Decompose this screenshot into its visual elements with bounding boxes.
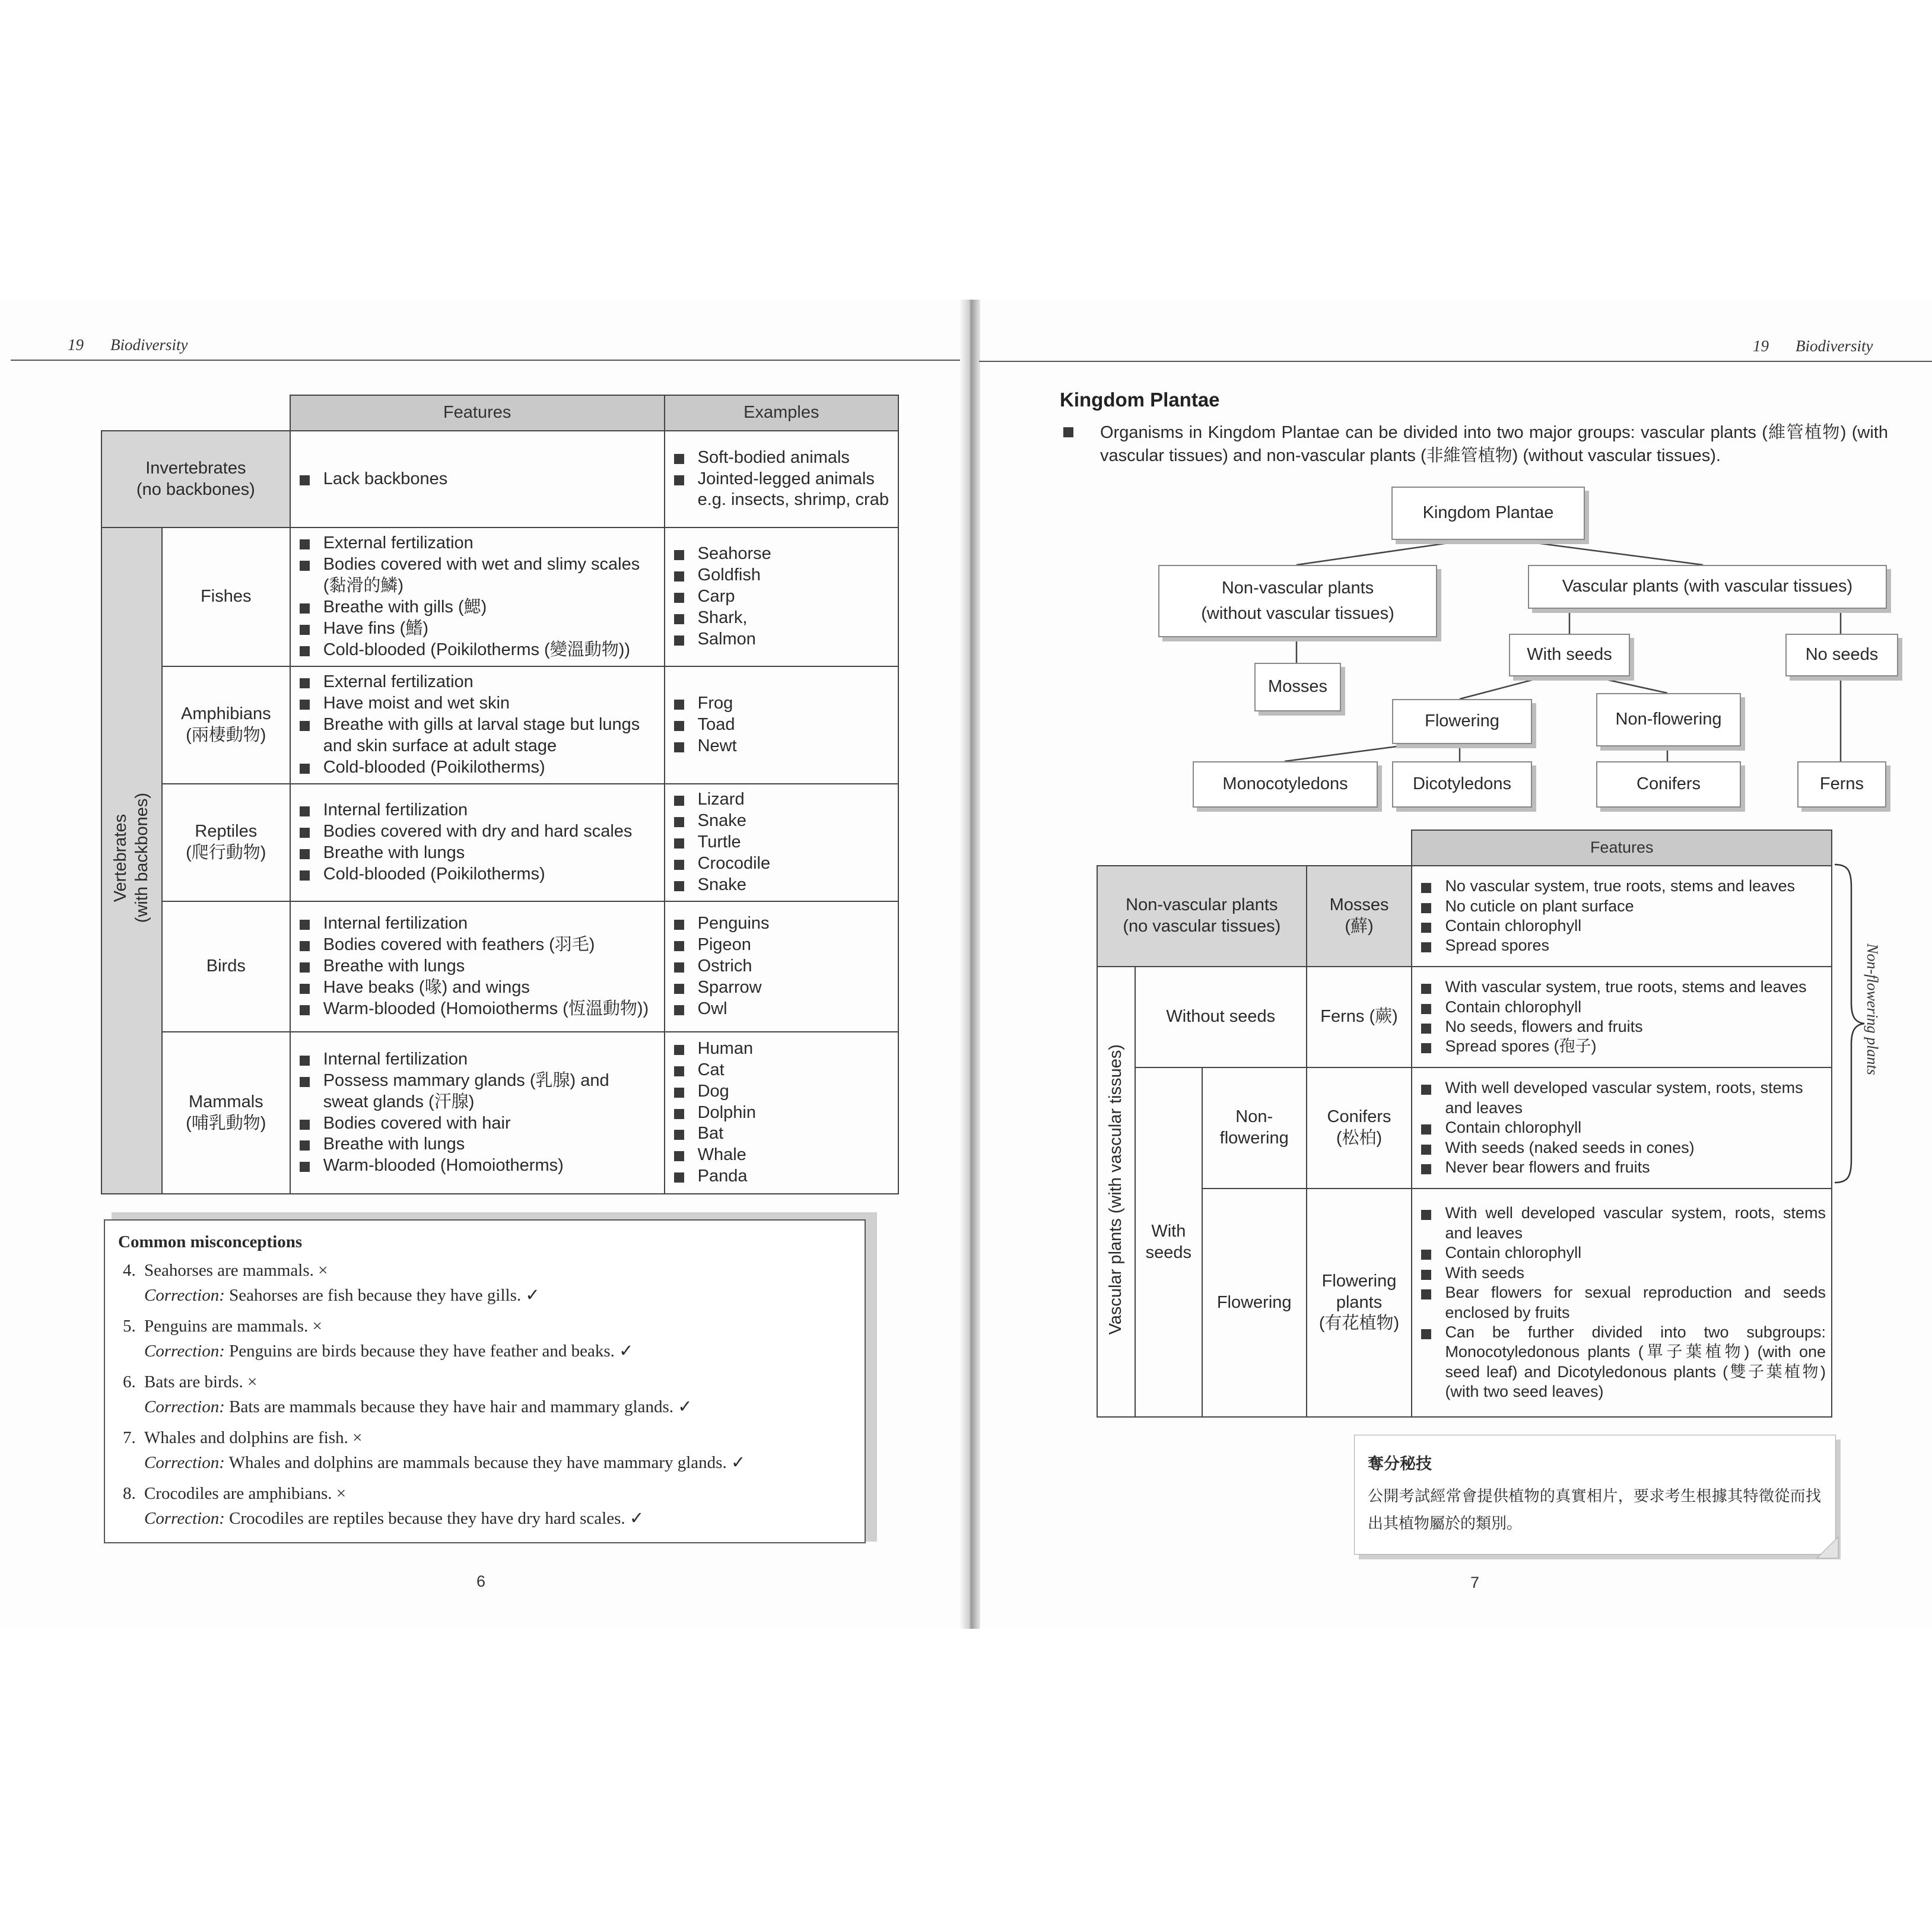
examples-cell	[665, 1032, 898, 1194]
misconception-number: 6.	[123, 1372, 136, 1392]
node-flowering: Flowering	[1392, 699, 1532, 744]
bullet-item: With well developed vascular system, roots, stems and leaves	[1419, 1078, 1826, 1118]
bullet-item: Have fins (鰭)	[297, 618, 659, 640]
bullet-item: Human	[672, 1038, 892, 1060]
bullet-item: With seeds (naked seeds in cones)	[1419, 1138, 1826, 1158]
section-title: Kingdom Plantae	[1060, 389, 1220, 411]
bullet-item: Cold-blooded (Poikilotherms)	[297, 757, 659, 778]
bullet-item: No cuticle on plant surface	[1419, 897, 1826, 916]
bullet-list	[1413, 873, 1831, 959]
right-header-num: 19	[1753, 337, 1769, 355]
bullet-item: External fertilization	[297, 533, 659, 554]
group-conifers	[1307, 1067, 1412, 1189]
misconception-item	[123, 1369, 865, 1394]
bullet-item: Breathe with lungs	[297, 843, 659, 864]
node-monocotyledons: Monocotyledons	[1193, 761, 1378, 808]
bullet-item: Cat	[672, 1060, 892, 1081]
node-vascular: Vascular plants (with vascular tissues)	[1528, 565, 1887, 609]
misconception-text: Whales and dolphins are fish. ×	[144, 1428, 363, 1448]
bullet-item: Bodies covered with feathers (羽毛)	[297, 935, 659, 956]
bullet-item: Warm-blooded (Homoiotherms)	[297, 1155, 659, 1177]
bullet-item: Panda	[672, 1166, 892, 1187]
bullet-item: Sparrow	[672, 977, 892, 999]
misconception-number: 5.	[123, 1317, 136, 1336]
bullet-item: Goldfish	[672, 565, 892, 586]
misconceptions-list	[105, 1258, 865, 1531]
tip-note	[1354, 1435, 1836, 1555]
correction-text: Crocodiles are reptiles because they have dry hard scales. ✓	[224, 1509, 644, 1529]
bullet-item: Owl	[672, 999, 892, 1020]
with-seeds-label: With seeds	[1145, 1221, 1192, 1262]
category-label: Mammals (哺乳動物)	[186, 1092, 266, 1133]
bullet-item: Pigeon	[672, 935, 892, 956]
bullet-list	[666, 910, 897, 1024]
bullet-item: With vascular system, true roots, stems and leaves	[1419, 977, 1826, 997]
bullet-item: Never bear flowers and fruits	[1419, 1158, 1826, 1177]
correction-text: Seahorses are fish because they have gills. ✓	[224, 1286, 540, 1305]
bullet-item: Bat	[672, 1123, 892, 1145]
with-seeds-cell	[1135, 1067, 1202, 1417]
bullet-item: With seeds	[1419, 1263, 1826, 1283]
plant-classification-table	[1097, 830, 1832, 1418]
correction-label: Correction:	[144, 1342, 225, 1361]
bullet-item: Internal fertilization	[297, 1049, 659, 1070]
bullet-item: Lack backbones	[297, 469, 659, 490]
vertebrates-label: Vertebrates (with backbones)	[111, 792, 151, 923]
bullet-item: Frog	[672, 693, 892, 714]
bullet-item: Contain chlorophyll	[1419, 997, 1826, 1017]
bullet-item: Internal fertilization	[297, 913, 659, 935]
examples-cell	[665, 901, 898, 1032]
group-label: Flowering plants (有花植物)	[1318, 1271, 1400, 1333]
correction-label: Correction:	[144, 1397, 225, 1417]
bullet-item: Contain chlorophyll	[1419, 916, 1826, 936]
bullet-item: Toad	[672, 714, 892, 736]
bullet-item: With well developed vascular system, roots, stems and leaves	[1419, 1203, 1826, 1243]
misconception-text: Crocodiles are amphibians. ×	[144, 1484, 347, 1504]
category-label: Reptiles (爬行動物)	[186, 822, 266, 862]
correction-label: Correction:	[144, 1286, 225, 1305]
left-header-title: Biodiversity	[110, 336, 188, 354]
category-mammals	[162, 1032, 290, 1194]
correction-label: Correction:	[144, 1509, 225, 1529]
connector-root-nonvascular	[1297, 539, 1477, 565]
ferns-features-cell	[1412, 967, 1832, 1067]
connector-root-vascular	[1504, 539, 1703, 565]
bullet-item: Have beaks (喙) and wings	[297, 977, 659, 999]
node-conifers: Conifers	[1596, 761, 1741, 808]
without-seeds-label: Without seeds	[1166, 1007, 1276, 1027]
connector-withseeds-nonflowering	[1581, 674, 1667, 693]
bullet-list	[291, 1046, 663, 1181]
bullet-item: Have moist and wet skin	[297, 693, 659, 714]
misconception-item	[123, 1481, 865, 1506]
plant-features-header: Features	[1412, 830, 1832, 866]
bullet-item: Bodies covered with hair	[297, 1113, 659, 1135]
left-page-number: 6	[476, 1572, 486, 1590]
category-label: Amphibians (兩棲動物)	[181, 704, 271, 745]
features-header: Features	[290, 395, 665, 431]
bullet-item: No vascular system, true roots, stems and leaves	[1419, 876, 1826, 896]
correction-text: Bats are mammals because they have hair and mammary glands. ✓	[224, 1397, 692, 1417]
group-mosses	[1307, 866, 1412, 967]
misconception-number: 8.	[123, 1484, 136, 1504]
conifers-features-cell	[1412, 1067, 1832, 1189]
bullet-list	[1413, 974, 1831, 1060]
connector-flowering-monocots	[1285, 743, 1424, 761]
node-kingdom-plantae: Kingdom Plantae	[1391, 487, 1585, 540]
bullet-item: Carp	[672, 586, 892, 608]
bullet-item: External fertilization	[297, 672, 659, 693]
tip-note-title: 奪分秘技	[1368, 1455, 1432, 1473]
tip-note-text: 公開考試經常會提供植物的真實相片，要求考生根據其特徵從而找出其植物屬於的類別。	[1368, 1488, 1821, 1533]
misconception-text: Bats are birds. ×	[144, 1372, 258, 1392]
misconception-correction	[144, 1450, 865, 1475]
correction-label: Correction:	[144, 1453, 225, 1473]
category-birds	[162, 901, 290, 1032]
bullet-item: Cold-blooded (Poikilotherms (變溫動物))	[297, 640, 659, 661]
flowering-features-cell	[1412, 1189, 1832, 1417]
misconceptions-box	[104, 1219, 866, 1543]
bullet-item: Penguins	[672, 913, 892, 935]
bullet-item: Possess mammary glands (乳腺) and sweat glands (汗腺)	[297, 1070, 659, 1113]
bullet-item: Breathe with gills at larval stage but lungs and skin surface at adult stage	[297, 714, 659, 757]
non-flowering-plants-label: Non-flowering plants	[1864, 943, 1881, 1075]
features-cell	[290, 901, 665, 1032]
group-label: Mosses (蘚)	[1329, 895, 1389, 936]
intro-text: Organisms in Kingdom Plantae can be divided into two major groups: vascular plants (維管植物) (with vascular tissues) and non-vascular plants (非維管植物) (without vascular tissues).	[1100, 423, 1888, 466]
bullet-item: Contain chlorophyll	[1419, 1243, 1826, 1263]
bullet-item: Breathe with lungs	[297, 1134, 659, 1155]
bullet-item: Bodies covered with dry and hard scales	[297, 821, 659, 843]
correction-text: Whales and dolphins are mammals because they have mammary glands. ✓	[224, 1453, 746, 1473]
plant-table-corner	[1097, 830, 1412, 866]
misconception-correction	[144, 1283, 865, 1308]
node-dicotyledons: Dicotyledons	[1392, 761, 1532, 808]
bullet-item: Spread spores (孢子)	[1419, 1037, 1826, 1056]
node-non-flowering: Non-flowering	[1596, 693, 1741, 746]
bullet-item: Bodies covered with wet and slimy scales (黏滑的鱗)	[297, 554, 659, 597]
group-label: Conifers (松柏)	[1327, 1107, 1391, 1148]
vascular-label: Vascular plants (with vascular tissues)	[1105, 1044, 1125, 1334]
bullet-item: Dog	[672, 1081, 892, 1102]
bullet-item: Newt	[672, 736, 892, 757]
features-cell	[290, 1032, 665, 1194]
node-nonvascular: Non-vascular plants (without vascular tissues)	[1158, 565, 1437, 637]
misconception-correction	[144, 1506, 865, 1531]
group-ferns	[1307, 967, 1412, 1067]
misconception-item	[123, 1314, 865, 1339]
misconception-text: Seahorses are mammals. ×	[144, 1261, 328, 1280]
group-flowering-plants	[1307, 1189, 1412, 1417]
node-ferns: Ferns	[1797, 761, 1886, 808]
bullet-item: Dolphin	[672, 1102, 892, 1124]
bullet-item: Lizard	[672, 789, 892, 811]
non-flowering-cell	[1202, 1067, 1307, 1189]
right-header-title: Biodiversity	[1796, 337, 1873, 355]
bullet-item: Bear flowers for sexual reproduction and seeds enclosed by fruits	[1419, 1283, 1826, 1323]
group-label: Ferns (蕨)	[1320, 1007, 1398, 1027]
bullet-item: Breathe with gills (鰓)	[297, 597, 659, 618]
misconception-correction	[144, 1394, 865, 1419]
misconception-number: 4.	[123, 1261, 136, 1280]
category-nonvascular	[1097, 866, 1307, 967]
node-mosses: Mosses	[1254, 663, 1341, 711]
bullet-item: Spread spores	[1419, 936, 1826, 955]
right-page-number: 7	[1470, 1574, 1480, 1591]
bullet-item: Contain chlorophyll	[1419, 1118, 1826, 1137]
bullet-item: Snake	[672, 811, 892, 832]
misconception-item	[123, 1425, 865, 1450]
bullet-item: Seahorse	[672, 544, 892, 565]
misconception-item	[123, 1258, 865, 1283]
bullet-item: Breathe with lungs	[297, 956, 659, 977]
connector-withseeds-flowering	[1460, 674, 1555, 699]
misconception-text: Penguins are mammals. ×	[144, 1317, 322, 1336]
misconception-number: 7.	[123, 1428, 136, 1448]
bullet-item: Internal fertilization	[297, 800, 659, 821]
node-no-seeds: No seeds	[1785, 634, 1898, 676]
bullet-item: Jointed-legged animals e.g. insects, shrimp, crab	[672, 469, 892, 511]
examples-header: Examples	[665, 395, 898, 431]
bullet-item: Warm-blooded (Homoiotherms (恆溫動物))	[297, 999, 659, 1020]
left-header-num: 19	[68, 336, 84, 354]
category-vascular	[1097, 967, 1135, 1417]
bullet-list	[1413, 1075, 1831, 1181]
bullet-item: Snake	[672, 875, 892, 896]
without-seeds-cell	[1135, 967, 1307, 1067]
bullet-item: Salmon	[672, 629, 892, 650]
correction-text: Penguins are birds because they have feather and beaks. ✓	[224, 1342, 634, 1361]
bullet-item: Whale	[672, 1145, 892, 1166]
node-with-seeds: With seeds	[1509, 634, 1630, 676]
bullet-item: Turtle	[672, 832, 892, 853]
bullet-item: Cold-blooded (Poikilotherms)	[297, 864, 659, 885]
bullet-item: Ostrich	[672, 956, 892, 977]
misconception-correction	[144, 1339, 865, 1364]
misconceptions-title: Common misconceptions	[118, 1232, 303, 1251]
category-label: Invertebrates (no backbones)	[136, 458, 255, 499]
non-flowering-label: Non- flowering	[1219, 1107, 1289, 1148]
bullet-list	[666, 1035, 897, 1191]
category-label: Birds	[206, 957, 246, 976]
bullet-item: No seeds, flowers and fruits	[1419, 1017, 1826, 1037]
mosses-features-cell	[1412, 866, 1832, 967]
bullet-item: Can be further divided into two subgroups: Monocotyledonous plants (單子葉植物) (with one seed leaf) and Dicotyledonous plants (雙子葉植物) (with two seed leaves)	[1419, 1323, 1826, 1402]
bullet-list	[291, 910, 663, 1024]
bullet-item: Shark,	[672, 608, 892, 629]
flowering-label: Flowering	[1216, 1292, 1292, 1312]
category-label: Non-vascular plants (no vascular tissues)	[1123, 895, 1281, 936]
flowering-cell	[1202, 1189, 1307, 1417]
page-curl-icon	[1816, 1536, 1839, 1559]
bullet-item: Soft-bodied animals	[672, 447, 892, 469]
bullet-item: Crocodile	[672, 853, 892, 875]
bullet-list	[1413, 1200, 1831, 1406]
category-label: Fishes	[201, 587, 252, 606]
